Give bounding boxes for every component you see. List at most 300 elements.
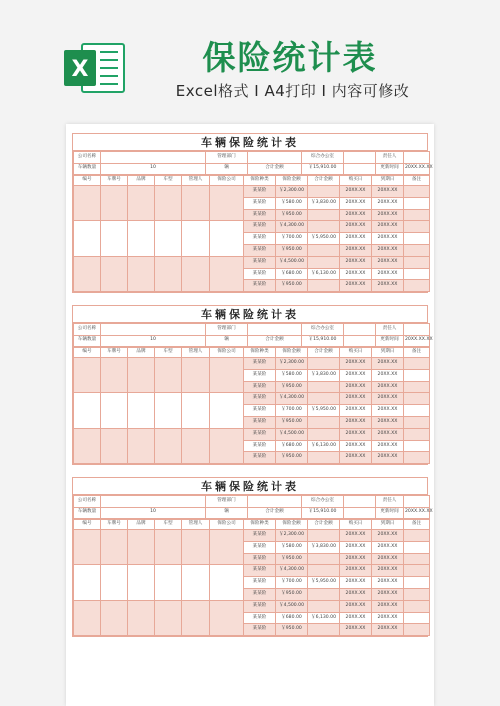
info-cell: 辆 [206,335,248,347]
merged-blank-cell [155,256,182,291]
merged-blank-cell [182,600,210,635]
expiry-date-cell: 20XX.XX [372,280,404,292]
merged-blank-cell [210,565,244,600]
total-amount-cell: ￥6,130.00 [308,268,340,280]
insurance-type-cell: 某某险 [244,612,276,624]
insurance-amount-cell: ￥950.00 [276,553,308,565]
purchase-date-cell: 20XX.XX [340,256,372,268]
merged-blank-cell [74,186,101,221]
expiry-date-cell: 20XX.XX [372,197,404,209]
column-header: 保险金额 [276,348,308,358]
expiry-date-cell: 20XX.XX [372,428,404,440]
total-amount-cell: ￥3,830.00 [308,541,340,553]
remark-cell [404,565,430,577]
info-cell: 公司名称 [74,496,101,508]
expiry-date-cell: 20XX.XX [372,624,404,636]
info-cell [344,152,376,164]
info-cell [404,496,430,508]
info-cell [101,496,206,508]
info-cell [404,152,430,164]
insurance-type-cell: 某某险 [244,358,276,370]
insurance-type-cell: 某某险 [244,600,276,612]
insurance-amount-cell: ￥580.00 [276,197,308,209]
merged-blank-cell [101,530,128,565]
info-cell: 更新时间 [376,507,404,519]
remark-cell [404,553,430,565]
insurance-type-cell: 某某险 [244,624,276,636]
total-amount-cell: ￥3,830.00 [308,369,340,381]
info-cell: 合计金额 [248,507,302,519]
expiry-date-cell: 20XX.XX [372,381,404,393]
insurance-type-cell: 某某险 [244,452,276,464]
total-amount-cell [308,428,340,440]
remark-cell [404,209,430,221]
column-header: 保险金额 [276,520,308,530]
purchase-date-cell: 20XX.XX [340,209,372,221]
column-header: 管理人 [182,520,210,530]
purchase-date-cell: 20XX.XX [340,600,372,612]
remark-cell [404,440,430,452]
merged-blank-cell [155,530,182,565]
column-header: 保险金额 [276,176,308,186]
sheet-3 [72,477,433,637]
column-header: 合计金额 [308,348,340,358]
info-cell [344,507,376,519]
info-cell [344,496,376,508]
insurance-amount-cell: ￥700.00 [276,405,308,417]
column-header: 车型 [155,520,182,530]
total-amount-cell [308,565,340,577]
purchase-date-cell: 20XX.XX [340,405,372,417]
insurance-amount-cell: ￥580.00 [276,541,308,553]
column-header: 品牌 [128,348,155,358]
purchase-date-cell: 20XX.XX [340,588,372,600]
insurance-type-cell: 某某险 [244,530,276,542]
insurance-amount-cell: ￥4,300.00 [276,565,308,577]
remark-cell [404,221,430,233]
purchase-date-cell: 20XX.XX [340,428,372,440]
insurance-amount-cell: ￥680.00 [276,612,308,624]
info-cell: 10 [101,163,206,175]
purchase-date-cell: 20XX.XX [340,186,372,198]
info-row [74,496,430,508]
merged-blank-cell [155,393,182,428]
merged-blank-cell [155,186,182,221]
insurance-type-cell: 某某险 [244,186,276,198]
insurance-amount-cell: ￥680.00 [276,440,308,452]
insurance-type-cell: 某某险 [244,256,276,268]
merged-blank-cell [210,600,244,635]
total-amount-cell [308,381,340,393]
info-cell: 车辆数量 [74,507,101,519]
expiry-date-cell: 20XX.XX [372,233,404,245]
insurance-type-cell: 某某险 [244,233,276,245]
info-table [73,151,433,175]
remark-cell [404,428,430,440]
insurance-amount-cell: ￥680.00 [276,268,308,280]
expiry-date-cell: 20XX.XX [372,268,404,280]
purchase-date-cell: 20XX.XX [340,530,372,542]
column-header: 到期日 [372,348,404,358]
expiry-date-cell: 20XX.XX [372,600,404,612]
insurance-type-cell: 某某险 [244,416,276,428]
info-table [73,323,433,347]
merged-blank-cell [210,256,244,291]
merged-blank-cell [101,428,128,463]
info-cell: 综合办公室 [302,496,344,508]
insurance-amount-cell: ￥950.00 [276,209,308,221]
merged-blank-cell [74,530,101,565]
total-amount-cell: ￥6,130.00 [308,612,340,624]
column-header: 购买日 [340,176,372,186]
sheet-2 [72,305,433,465]
merged-blank-cell [182,256,210,291]
purchase-date-cell: 20XX.XX [340,541,372,553]
expiry-date-cell: 20XX.XX [372,393,404,405]
table-row [74,358,430,370]
remark-cell [404,624,430,636]
remark-cell [404,280,430,292]
purchase-date-cell: 20XX.XX [340,280,372,292]
merged-blank-cell [101,186,128,221]
total-amount-cell [308,588,340,600]
insurance-type-cell: 某某险 [244,197,276,209]
merged-blank-cell [182,186,210,221]
banner [0,0,500,122]
expiry-date-cell: 20XX.XX [372,416,404,428]
merged-blank-cell [128,256,155,291]
merged-blank-cell [74,256,101,291]
column-header: 车型 [155,176,182,186]
info-cell: 更新时间 [376,335,404,347]
info-cell [101,152,206,164]
purchase-date-cell: 20XX.XX [340,612,372,624]
excel-icon-letter: X [71,57,89,82]
purchase-date-cell: 20XX.XX [340,221,372,233]
table-row [74,530,430,542]
total-amount-cell [308,530,340,542]
info-cell: 责任人 [376,152,404,164]
expiry-date-cell: 20XX.XX [372,221,404,233]
total-amount-cell [308,244,340,256]
sheet-1 [72,133,433,293]
remark-cell [404,369,430,381]
merged-blank-cell [210,221,244,256]
column-header: 保险种类 [244,176,276,186]
purchase-date-cell: 20XX.XX [340,416,372,428]
merged-blank-cell [101,600,128,635]
table-row [74,256,430,268]
purchase-date-cell: 20XX.XX [340,577,372,589]
remark-cell [404,416,430,428]
insurance-amount-cell: ￥4,300.00 [276,221,308,233]
info-cell [344,335,376,347]
expiry-date-cell: 20XX.XX [372,256,404,268]
insurance-amount-cell: ￥4,500.00 [276,256,308,268]
merged-blank-cell [128,428,155,463]
remark-cell [404,588,430,600]
remark-cell [404,268,430,280]
total-amount-cell [308,186,340,198]
column-header: 保险公司 [210,348,244,358]
column-header: 备注 [404,176,430,186]
merged-blank-cell [74,358,101,393]
info-cell: ￥15,910.00 [302,163,344,175]
insurance-amount-cell: ￥700.00 [276,577,308,589]
insurance-amount-cell: ￥700.00 [276,233,308,245]
excel-icon [60,36,128,100]
total-amount-cell [308,256,340,268]
insurance-type-cell: 某某险 [244,268,276,280]
insurance-amount-cell: ￥4,500.00 [276,428,308,440]
info-cell: 10 [101,335,206,347]
insurance-type-cell: 某某险 [244,369,276,381]
column-header: 保险公司 [210,176,244,186]
total-amount-cell [308,624,340,636]
remark-cell [404,186,430,198]
remark-cell [404,244,430,256]
merged-blank-cell [182,428,210,463]
column-header: 管理人 [182,176,210,186]
column-header: 备注 [404,520,430,530]
column-header: 保险种类 [244,520,276,530]
column-header: 合计金额 [308,176,340,186]
insurance-type-cell: 某某险 [244,428,276,440]
merged-blank-cell [182,221,210,256]
info-cell: 20XX.XX.XX [404,335,430,347]
remark-cell [404,256,430,268]
merged-blank-cell [210,393,244,428]
expiry-date-cell: 20XX.XX [372,565,404,577]
insurance-type-cell: 某某险 [244,280,276,292]
sheet-title: 车辆保险统计表 [73,478,427,495]
insurance-type-cell: 某某险 [244,588,276,600]
column-header: 编号 [74,176,101,186]
remark-cell [404,405,430,417]
total-amount-cell [308,416,340,428]
info-cell [101,324,206,336]
info-cell [344,324,376,336]
info-cell: 管理部门 [206,152,248,164]
column-header: 车型 [155,348,182,358]
insurance-amount-cell: ￥580.00 [276,369,308,381]
merged-blank-cell [128,186,155,221]
info-cell: 车辆数量 [74,335,101,347]
insurance-type-cell: 某某险 [244,440,276,452]
table-row [74,565,430,577]
insurance-amount-cell: ￥2,300.00 [276,530,308,542]
total-amount-cell [308,358,340,370]
insurance-type-cell: 某某险 [244,381,276,393]
remark-cell [404,233,430,245]
total-amount-cell [308,209,340,221]
expiry-date-cell: 20XX.XX [372,612,404,624]
info-table [73,495,433,519]
column-header: 编号 [74,348,101,358]
insurance-type-cell: 某某险 [244,209,276,221]
info-cell: 20XX.XX.XX [404,163,430,175]
total-amount-cell: ￥5,950.00 [308,233,340,245]
merged-blank-cell [74,565,101,600]
expiry-date-cell: 20XX.XX [372,577,404,589]
banner-subtitle: Excel格式 I A4打印 I 内容可修改 [175,82,410,100]
info-cell: 合计金额 [248,335,302,347]
column-header: 品牌 [128,520,155,530]
merged-blank-cell [128,358,155,393]
info-cell: 10 [101,507,206,519]
purchase-date-cell: 20XX.XX [340,268,372,280]
purchase-date-cell: 20XX.XX [340,553,372,565]
info-cell: 管理部门 [206,496,248,508]
info-cell: 公司名称 [74,324,101,336]
insurance-amount-cell: ￥2,300.00 [276,186,308,198]
insurance-amount-cell: ￥950.00 [276,280,308,292]
remark-cell [404,600,430,612]
insurance-type-cell: 某某险 [244,221,276,233]
info-row [74,324,430,336]
info-cell: 车辆数量 [74,163,101,175]
info-cell: 辆 [206,163,248,175]
merged-blank-cell [101,565,128,600]
merged-blank-cell [128,565,155,600]
insurance-type-cell: 某某险 [244,553,276,565]
expiry-date-cell: 20XX.XX [372,209,404,221]
remark-cell [404,452,430,464]
column-header: 购买日 [340,520,372,530]
expiry-date-cell: 20XX.XX [372,588,404,600]
table-row [74,393,430,405]
info-cell: 综合办公室 [302,324,344,336]
sheet-title: 车辆保险统计表 [73,306,427,323]
info-cell: 责任人 [376,496,404,508]
purchase-date-cell: 20XX.XX [340,369,372,381]
column-header: 车牌号 [101,176,128,186]
purchase-date-cell: 20XX.XX [340,197,372,209]
merged-blank-cell [74,428,101,463]
info-cell: 管理部门 [206,324,248,336]
purchase-date-cell: 20XX.XX [340,393,372,405]
purchase-date-cell: 20XX.XX [340,358,372,370]
banner-title: 保险统计表 [202,38,378,77]
table-row [74,221,430,233]
merged-blank-cell [155,221,182,256]
total-amount-cell: ￥6,130.00 [308,440,340,452]
table-header-row [74,348,430,358]
column-header: 到期日 [372,520,404,530]
insurance-table [73,347,430,464]
merged-blank-cell [210,530,244,565]
column-header: 管理人 [182,348,210,358]
info-cell [248,152,302,164]
info-cell: 公司名称 [74,152,101,164]
info-cell: ￥15,910.00 [302,507,344,519]
insurance-amount-cell: ￥4,500.00 [276,600,308,612]
table-row [74,428,430,440]
insurance-table [73,175,430,292]
column-header: 购买日 [340,348,372,358]
remark-cell [404,393,430,405]
remark-cell [404,381,430,393]
insurance-amount-cell: ￥950.00 [276,416,308,428]
column-header: 保险种类 [244,348,276,358]
column-header: 备注 [404,348,430,358]
info-cell [404,324,430,336]
document-page [66,124,434,706]
insurance-type-cell: 某某险 [244,244,276,256]
merged-blank-cell [155,358,182,393]
total-amount-cell [308,452,340,464]
merged-blank-cell [101,393,128,428]
column-header: 到期日 [372,176,404,186]
info-row [74,335,430,347]
info-cell: 更新时间 [376,163,404,175]
total-amount-cell: ￥5,950.00 [308,577,340,589]
info-cell: ￥15,910.00 [302,335,344,347]
insurance-type-cell: 某某险 [244,541,276,553]
column-header: 合计金额 [308,520,340,530]
expiry-date-cell: 20XX.XX [372,553,404,565]
remark-cell [404,612,430,624]
expiry-date-cell: 20XX.XX [372,186,404,198]
column-header: 车牌号 [101,348,128,358]
table-header-row [74,176,430,186]
insurance-amount-cell: ￥950.00 [276,452,308,464]
purchase-date-cell: 20XX.XX [340,624,372,636]
expiry-date-cell: 20XX.XX [372,440,404,452]
info-row [74,507,430,519]
column-header: 编号 [74,520,101,530]
table-row [74,600,430,612]
expiry-date-cell: 20XX.XX [372,244,404,256]
merged-blank-cell [210,428,244,463]
insurance-amount-cell: ￥4,300.00 [276,393,308,405]
merged-blank-cell [101,256,128,291]
merged-blank-cell [101,358,128,393]
merged-blank-cell [128,530,155,565]
info-row [74,152,430,164]
remark-cell [404,358,430,370]
expiry-date-cell: 20XX.XX [372,530,404,542]
merged-blank-cell [182,393,210,428]
total-amount-cell [308,280,340,292]
merged-blank-cell [128,393,155,428]
insurance-table [73,519,430,636]
info-cell [248,496,302,508]
merged-blank-cell [155,600,182,635]
merged-blank-cell [182,358,210,393]
insurance-amount-cell: ￥950.00 [276,588,308,600]
info-cell: 责任人 [376,324,404,336]
merged-blank-cell [155,428,182,463]
table-row [74,186,430,198]
purchase-date-cell: 20XX.XX [340,233,372,245]
column-header: 保险公司 [210,520,244,530]
info-cell: 20XX.XX.XX [404,507,430,519]
insurance-amount-cell: ￥950.00 [276,624,308,636]
total-amount-cell: ￥3,830.00 [308,197,340,209]
merged-blank-cell [210,358,244,393]
sheet-title: 车辆保险统计表 [73,134,427,151]
insurance-amount-cell: ￥2,300.00 [276,358,308,370]
merged-blank-cell [182,530,210,565]
total-amount-cell [308,600,340,612]
total-amount-cell [308,221,340,233]
column-header: 车牌号 [101,520,128,530]
purchase-date-cell: 20XX.XX [340,381,372,393]
remark-cell [404,197,430,209]
insurance-type-cell: 某某险 [244,393,276,405]
purchase-date-cell: 20XX.XX [340,565,372,577]
